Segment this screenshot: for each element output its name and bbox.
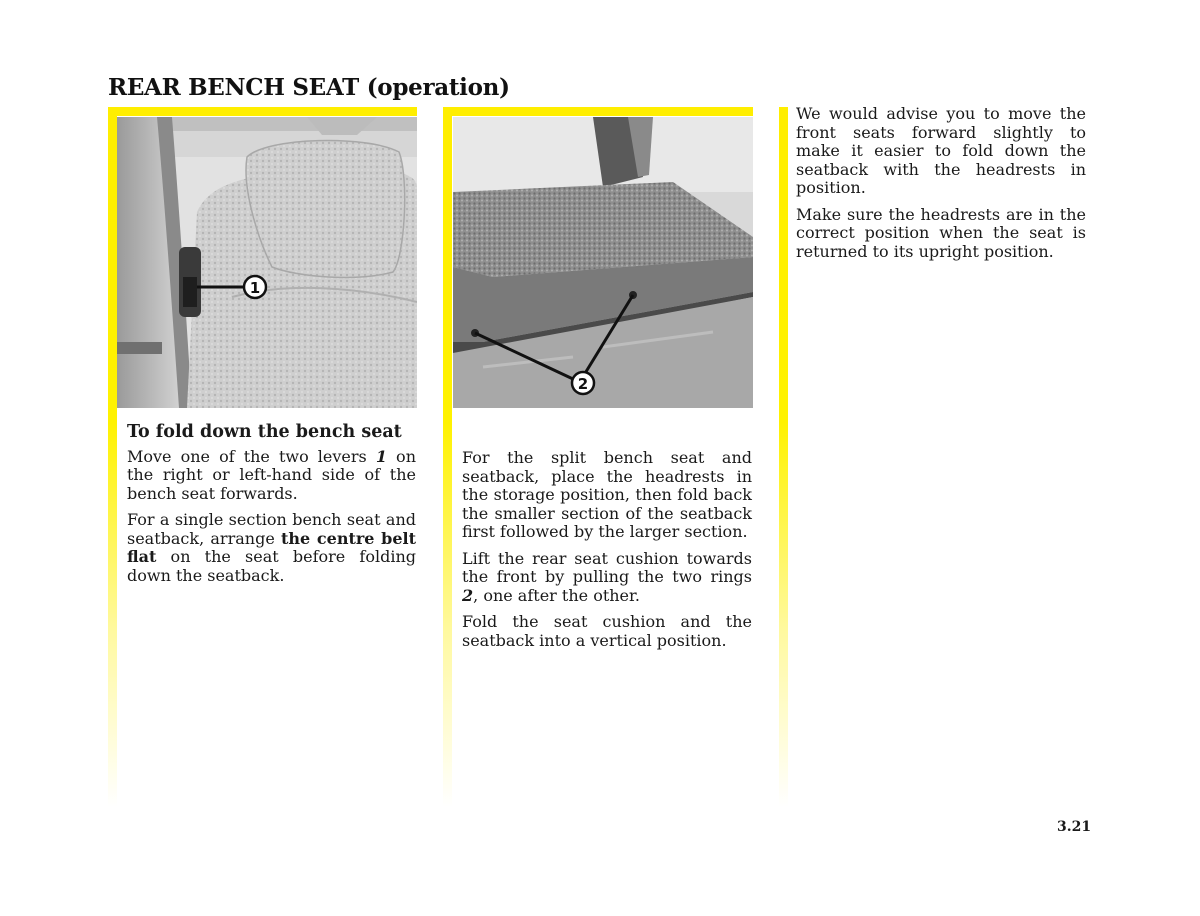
page-title: REAR BENCH SEAT (operation)	[108, 74, 510, 101]
paragraph-levers-text-b: on the right or left-hand side of the bench seat forwards.	[127, 446, 416, 503]
figure-2-seat-rings-photo	[453, 117, 753, 408]
figure-1-callout: 1	[249, 279, 261, 297]
paragraph-front-seats-advice: We would advise you to move the front seats forward slightly to make it easier to fold down the seatback with the headrests in position.	[796, 104, 1086, 197]
paragraph-split-bench: For the split bench seat and seatback, place the headrests in the storage position, then fold back the smaller section of the seatback first followed by the larger section.	[462, 448, 752, 541]
column-2-top-bar	[443, 107, 753, 116]
centre-belt-emphasis: the centre belt flat	[127, 528, 416, 566]
paragraph-headrests-position: Make sure the headrests are in the correct position when the seat is returned to its upright position.	[796, 204, 1086, 261]
page-number: 3.21	[1057, 819, 1092, 835]
column-2-accent-bar	[443, 107, 452, 807]
ring-reference-number: 2	[462, 585, 474, 605]
figure-2-callout: 2	[577, 375, 589, 393]
paragraph-vertical-position: Fold the seat cushion and the seatback into a vertical position.	[462, 612, 752, 650]
figure-1-seat-lever-photo	[117, 117, 417, 408]
section-heading: To fold down the bench seat	[127, 422, 402, 442]
column-3-accent-bar	[779, 107, 788, 807]
column-2-text	[462, 449, 752, 658]
paragraph-levers-text-a: Move one of the two levers	[127, 446, 376, 466]
lever-reference-number: 1	[375, 446, 387, 466]
paragraph-rings-text-b: , one after the other.	[473, 585, 640, 605]
column-1-top-bar	[108, 107, 417, 116]
paragraph-centre-belt	[127, 511, 416, 585]
paragraph-centre-belt-text-b: on the seat before folding down the seatback.	[127, 547, 416, 585]
column-3-text	[796, 105, 1086, 269]
figure-2-illustration	[453, 117, 753, 408]
column-1-accent-bar	[108, 107, 117, 807]
paragraph-levers	[127, 448, 416, 504]
column-1-text	[127, 423, 416, 593]
paragraph-centre-belt-text-a: For a single section bench seat and seatback, arrange	[127, 510, 416, 548]
figure-1-illustration	[117, 117, 417, 408]
paragraph-rings-text-a: Lift the rear seat cushion towards the front by pulling the two rings	[462, 548, 752, 586]
paragraph-rings	[462, 550, 752, 606]
